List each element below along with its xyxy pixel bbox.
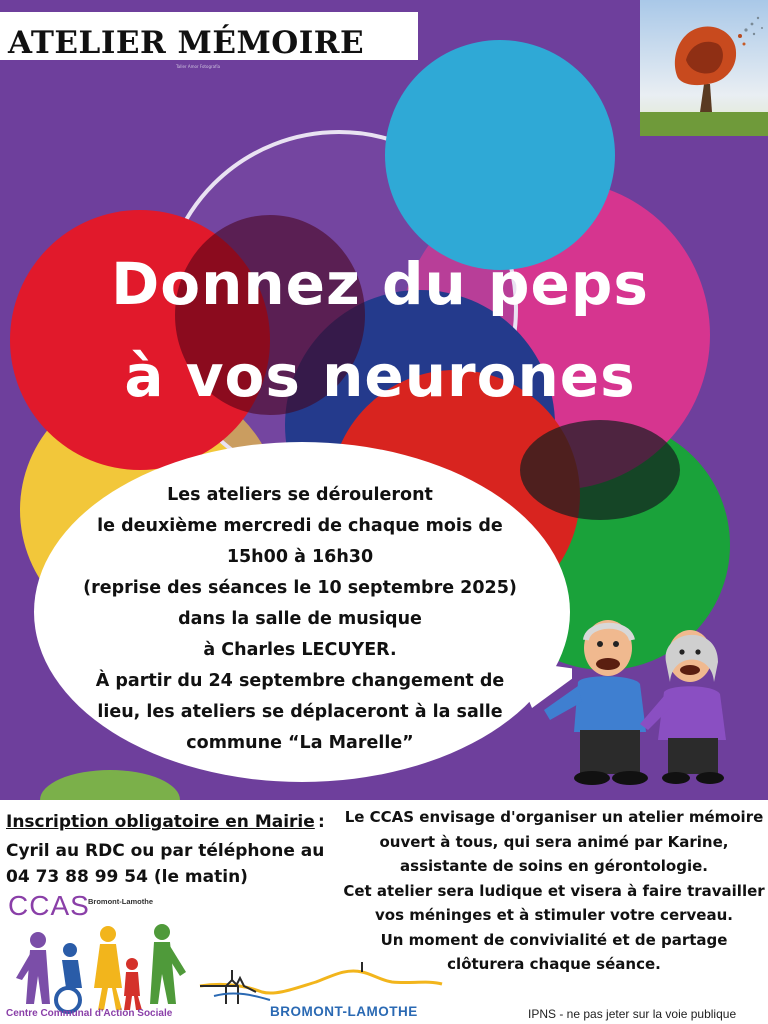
poster-title: ATELIER MÉMOIRE	[8, 25, 365, 61]
town-logo-name: BROMONT-LAMOTHE	[270, 1004, 418, 1019]
ccas-line: Le CCAS envisage d'organiser un atelier mémoire	[344, 808, 764, 826]
inscription-colon: :	[318, 812, 325, 832]
ccas-line: vos méninges et à stimuler votre cerveau.	[375, 906, 733, 924]
headline-line-2: à vos neurones	[124, 342, 636, 410]
inscription-heading: Inscription obligatoire en Mairie	[6, 812, 315, 832]
ccas-acronym: CCAS	[8, 890, 90, 921]
elderly-couple-illustration	[530, 612, 760, 792]
ccas-line: clôturera chaque séance.	[447, 955, 661, 973]
schedule-line: À partir du 24 septembre changement de	[95, 671, 505, 691]
schedule-line: 15h00 à 16h30	[226, 547, 374, 567]
inscription-line: Cyril au RDC ou par téléphone au	[6, 841, 325, 861]
photo-credit: Taller Amor Fotografía	[176, 64, 221, 69]
ccas-line: ouvert à tous, qui sera animé par Karine,	[379, 832, 729, 851]
headline	[50, 238, 710, 422]
schedule-line: Les ateliers se dérouleront	[167, 485, 433, 505]
tree-head-photo	[640, 0, 768, 136]
inscription-details	[6, 838, 336, 890]
headline-line-1: Donnez du peps	[111, 250, 649, 318]
ccas-line: assistante de soins en gérontologie.	[400, 857, 708, 875]
inscription-line: 04 73 88 99 54 (le matin)	[6, 867, 248, 887]
ccas-full-name: Centre Communal d'Action Sociale	[6, 1008, 173, 1019]
title-banner	[0, 12, 418, 60]
schedule-line: à Charles LECUYER.	[203, 640, 397, 660]
ccas-line: Un moment de convivialité et de partage	[380, 930, 728, 949]
schedule-line: commune “La Marelle”	[186, 733, 414, 753]
schedule-text	[40, 480, 560, 759]
blue-circle	[385, 40, 615, 270]
ccas-description	[340, 805, 768, 977]
schedule-line: le deuxième mercredi de chaque mois de	[97, 516, 503, 536]
ipns-notice: IPNS - ne pas jeter sur la voie publique	[528, 1007, 737, 1021]
schedule-line: dans la salle de musique	[178, 609, 422, 629]
ccas-line: Cet atelier sera ludique et visera à faire travailler	[343, 881, 765, 900]
schedule-line: (reprise des séances le 10 septembre 2025)	[83, 578, 517, 598]
schedule-line: lieu, les ateliers se déplaceront à la salle	[97, 702, 503, 722]
ccas-town-name: Bromont-Lamothe	[88, 897, 153, 906]
